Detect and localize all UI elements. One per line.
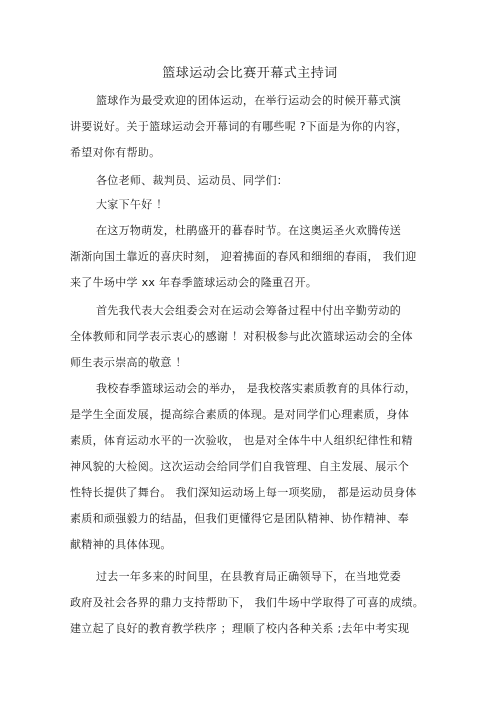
paragraph-line: 大家下午好 ！ bbox=[96, 198, 168, 211]
paragraph-line: 献精神的具体体现。 bbox=[70, 538, 172, 551]
paragraph-line: 渐渐向国土靠近的喜庆时刻， 迎着拂面的春风和细细的春雨， 我们迎 bbox=[70, 250, 417, 263]
paragraph-line: 篮球作为最受欢迎的团体运动，在举行运动会的时候开幕式演 bbox=[96, 94, 402, 107]
paragraph-line: 首先我代表大会组委会对在运动会筹备过程中付出辛勤劳动的 bbox=[96, 304, 402, 317]
document-title: 篮球运动会比赛开幕式主持词 bbox=[162, 66, 338, 81]
paragraph-line: 素质，体育运动水平的一次验收， 也是对全体牛中人组织纪律性和精 bbox=[70, 434, 413, 447]
paragraph-line: 讲要说好。关于篮球运动会开幕词的有哪些呢 ?下面是为你的内容， bbox=[70, 120, 408, 133]
paragraph-line: 性特长提供了舞台。 我们深知运动场上每一项奖励， 都是运动员身体 bbox=[70, 486, 417, 499]
paragraph-line: 在这万物萌发，杜鹃盛开的暮春时节。在这奥运圣火欢腾传送 bbox=[96, 224, 402, 237]
paragraph-line: 是学生全面发展，提高综合素质的体现。是对同学们心理素质，身体 bbox=[70, 408, 409, 421]
paragraph-line: 我校春季篮球运动会的举办， 是我校落实素质教育的具体行动， bbox=[96, 382, 417, 395]
paragraph-line: 素质和顽强毅力的结晶，但我们更懂得它是团队精神、协作精神、奉 bbox=[70, 512, 409, 525]
paragraph-line: 师生表示崇高的敬意 ！ bbox=[70, 356, 187, 369]
paragraph-line: 希望对你有帮助。 bbox=[70, 146, 161, 159]
paragraph-line: 政府及社会各界的鼎力支持帮助下， 我们牛场中学取得了可喜的成绩。 bbox=[70, 596, 425, 609]
paragraph-line: 过去一年多来的时间里，在县教育局正确领导下，在当地党委 bbox=[96, 570, 402, 583]
paragraph-line: 各位老师、裁判员、运动员、同学们： bbox=[96, 174, 289, 187]
paragraph-line: 建立起了良好的教育教学秩序 ；理顺了校内各种关系 ;去年中考实现 bbox=[70, 622, 410, 635]
paragraph-line: 神风貌的大检阅。这次运动会给同学们自我管理、自主发展、展示个 bbox=[70, 460, 409, 473]
paragraph-line: 来了牛场中学 xx 年春季篮球运动会的隆重召开。 bbox=[70, 276, 318, 289]
paragraph-line: 全体教师和同学表示衷心的感谢 ！对积极参与此次篮球运动会的全体 bbox=[70, 330, 413, 343]
